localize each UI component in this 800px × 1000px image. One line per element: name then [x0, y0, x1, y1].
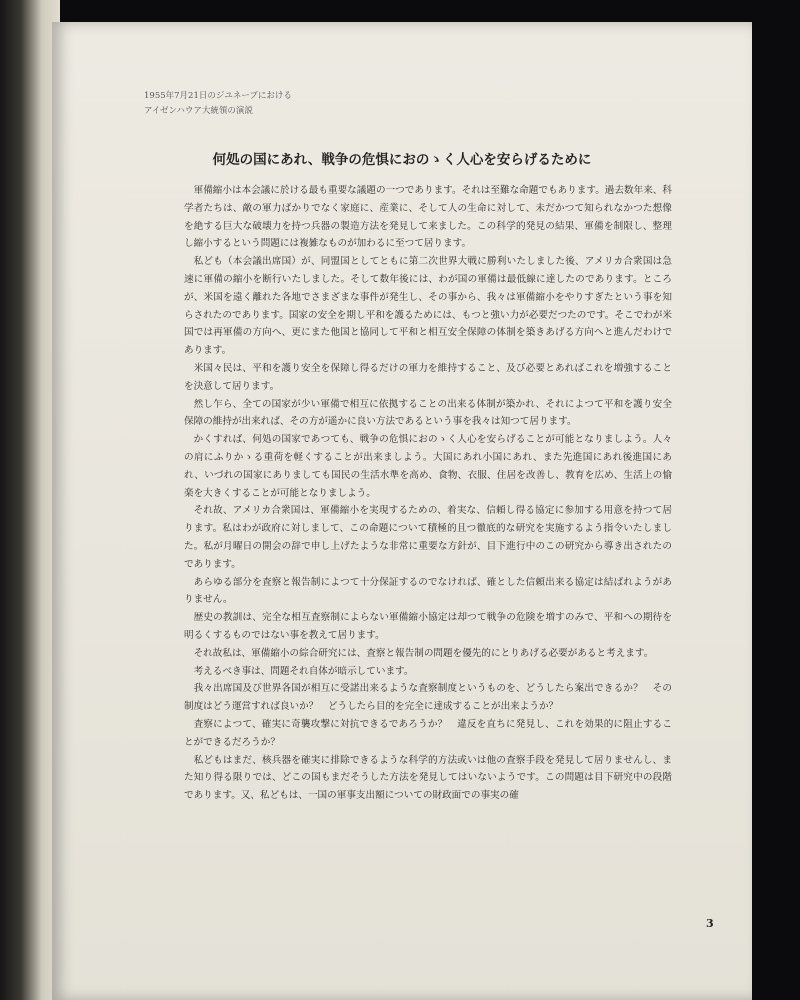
book-spine [0, 0, 60, 1000]
paragraph: それ故私は、軍備縮小の綜合研究には、査察と報告制の問題を優先的にとりあげる必要があると考えます。 [193, 647, 654, 659]
paragraph: 私ども（本会議出席国）が、同盟国としてともに第二次世界大戦に勝利いたしました後、アメリカ合衆国は急速に軍備の縮小を断行いたしました。そして数年後には、わが国の軍備は最低線に達したのであります。ところが、米国を遠く離れた各地でさまざまな事件が発生し、その事から、我々は軍備縮小をやりすぎたという事を知らされたのであります。国家の安全を期し平和を護るためには、もつと強い力が必要だつたのです。そこでわが米国では再軍備の方向へ、更にまた他国と協同して平和と相互安全保障の体制を築きあげる方向へと進んだわけであります。 [184, 256, 672, 357]
paragraph: 考えるべき事は、問題それ自体が暗示しています。 [193, 665, 414, 677]
paragraph: 然し乍ら、全ての国家が少い軍備で相互に依拠することの出来る体制が築かれ、それによつて平和を護り安全保障の維持が出来れば、その方が遥かに良い方法であるという事を我々は知つて居ります。 [184, 398, 672, 428]
paragraph: かくすれば、何処の国家であつても、戦争の危惧におのゝく人心を安らげることが可能となりましよう。人々の肩にふりかゝる重荷を軽くすることが出来ましよう。大国にあれ小国にあれ、また先進国にあれ後進国にあれ、いづれの国家にありましても国民の生活水準を高め、食物、衣服、住居を改善し、教育を広め、生活上の愉楽を大きくすることが可能となりましよう。 [184, 434, 672, 499]
page-number: 3 [706, 917, 714, 930]
body-text [184, 182, 672, 805]
header-note-line: 1955年7月21日のジユネーブにおける [144, 91, 292, 101]
paragraph: 査察によつて、確実に奇襲攻撃に対抗できるであろうか？ 違反を直ちに発見し、これを効果的に阻止することができるだろうか？ [184, 718, 672, 748]
paragraph: 我々出席国及び世界各国が相互に受諾出来るような査察制度というものを、どうしたら案出できるか？ その制度はどう運営すれば良いか？ どうしたら目的を完全に達成することが出来ようか？ [184, 683, 672, 713]
paragraph: 軍備縮小は本会議に於ける最も重要な議題の一つであります。それは至難な命題でもあります。過去数年来、科学者たちは、敵の軍力ばかりでなく家庭に、産業に、そして人の生命に対して、未だかつて知られなかつた想像を絶する巨大な破壊力を持つ兵器の製造方法を発見して来ました。この科学的発見の結果、軍備を制限し、整理し縮小するという問題には複雑なものが加わるに至つて居ります。 [184, 185, 672, 250]
paragraph: 私どもはまだ、核兵器を確実に排除できるような科学的方法或いは他の査察手段を発見して居りませんし、また知り得る限りでは、どこの国もまだそうした方法を発見してはいないようです。この問題は目下研究中の段階であります。又、私どもは、一国の軍事支出額についての財政面での事実の確 [184, 754, 672, 802]
page-title: 何処の国にあれ、戦争の危惧におのゝく人心を安らげるために [212, 152, 592, 168]
paragraph: あらゆる部分を査察と報告制によつて十分保証するのでなければ、確とした信頼出来る協定は結ばれようがありません。 [184, 576, 672, 606]
paragraph: 歴史の教訓は、完全な相互査察制によらない軍備縮小協定は却つて戦争の危険を増すのみで、平和への期待を明るくするものではない事を教えて居ります。 [184, 612, 672, 641]
paragraph: それ故、アメリカ合衆国は、軍備縮小を実現するための、着実な、信頼し得る協定に参加する用意を持つて居ります。私はわが政府に対しまして、この命題について積極的且つ徹底的な研究を実施するよう指令いたしました。私が月曜日の開会の辞で申し上げたような非常に重要な方針が、目下進行中のこの研究から導き出されたのであります。 [184, 505, 672, 570]
header-note [144, 89, 292, 119]
document-page [52, 22, 752, 1000]
header-note-line: アイゼンハウア大統領の演説 [144, 106, 253, 116]
paragraph: 米国々民は、平和を護り安全を保障し得るだけの軍力を維持すること、及び必要とあればこれを増強することを決意して居ります。 [184, 362, 672, 392]
